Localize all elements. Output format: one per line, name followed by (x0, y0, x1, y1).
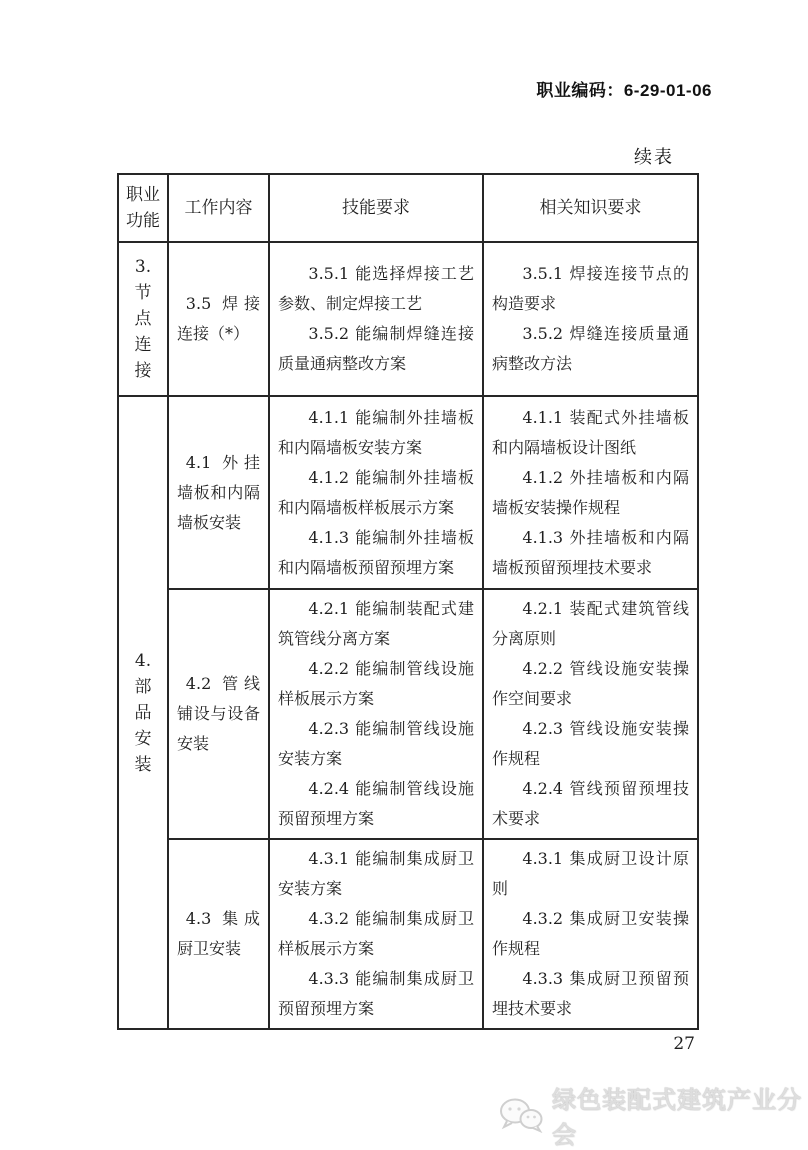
knowledge-item: 4.2.4 管线预留预埋技术要求 (492, 779, 689, 828)
skills-item: 4.2.4 能编制管线设施预留预埋方案 (278, 779, 474, 828)
skills-cell (269, 839, 483, 1029)
table-row (118, 589, 698, 839)
knowledge-item: 4.3.3 集成厨卫预留预埋技术要求 (492, 969, 689, 1018)
skills-item: 4.1.1 能编制外挂墙板和内隔墙板安装方案 (278, 407, 474, 457)
skills-item: 4.2.1 能编制装配式建筑管线分离方案 (278, 599, 474, 648)
work-content-cell (168, 839, 269, 1029)
occupational-standard-table (117, 173, 699, 1030)
col-header-function: 职业功能 (118, 174, 168, 242)
knowledge-cell (483, 242, 698, 396)
table-body (118, 242, 698, 1029)
work-content-cell (168, 242, 269, 396)
function-name: 部品安装 (134, 676, 152, 775)
work-content-text: 4.3 集成厨卫安装 (177, 909, 260, 958)
skills-item: 4.1.3 能编制外挂墙板和内隔墙板预留预埋方案 (278, 527, 474, 577)
occupation-code: 职业编码：6-29-01-06 (536, 81, 712, 100)
knowledge-item: 4.3.1 集成厨卫设计原则 (492, 849, 689, 898)
continued-table-label: 续表 (634, 147, 674, 168)
knowledge-cell (483, 839, 698, 1029)
skills-item: 3.5.1 能选择焊接工艺参数、制定焊接工艺 (278, 264, 474, 313)
skills-cell (269, 242, 483, 396)
function-cell (118, 242, 168, 396)
skills-item: 3.5.2 能编制焊缝连接质量通病整改方案 (278, 324, 474, 373)
skills-item: 4.1.2 能编制外挂墙板和内隔墙板样板展示方案 (278, 467, 474, 517)
table-header-row (118, 174, 698, 242)
skills-item: 4.2.2 能编制管线设施样板展示方案 (278, 659, 474, 708)
knowledge-item: 4.2.1 装配式建筑管线分离原则 (492, 599, 689, 648)
work-content-cell (168, 589, 269, 839)
skills-cell (269, 396, 483, 589)
knowledge-item: 4.2.3 管线设施安装操作规程 (492, 719, 689, 768)
skills-item: 4.3.1 能编制集成厨卫安装方案 (278, 849, 474, 898)
function-number: 3. (134, 257, 152, 277)
knowledge-item: 4.2.2 管线设施安装操作空间要求 (492, 659, 689, 708)
function-cell (118, 396, 168, 1029)
knowledge-cell (483, 396, 698, 589)
skills-cell (269, 589, 483, 839)
knowledge-item: 4.3.2 集成厨卫安装操作规程 (492, 909, 689, 958)
table-row (118, 242, 698, 396)
table-row (118, 839, 698, 1029)
table-row (118, 396, 698, 589)
skills-item: 4.3.2 能编制集成厨卫样板展示方案 (278, 909, 474, 958)
skills-item: 4.2.3 能编制管线设施安装方案 (278, 719, 474, 768)
col-header-skill-requirements: 技能要求 (269, 174, 483, 242)
col-header-work-content: 工作内容 (168, 174, 269, 242)
work-content-text: 4.1 外挂墙板和内隔墙板安装 (177, 452, 260, 532)
page-number: 27 (673, 1034, 695, 1054)
work-content-text: 3.5 焊接连接（*） (177, 294, 260, 343)
col-header-knowledge-requirements: 相关知识要求 (483, 174, 698, 242)
knowledge-item: 4.1.1 装配式外挂墙板和内隔墙板设计图纸 (492, 407, 689, 457)
wechat-icon (498, 1097, 544, 1133)
table-header (118, 174, 698, 242)
watermark-text: 绿色装配式建筑产业分会 (552, 1087, 802, 1149)
work-content-cell (168, 396, 269, 589)
knowledge-item: 4.1.2 外挂墙板和内隔墙板安装操作规程 (492, 467, 689, 517)
knowledge-item: 4.1.3 外挂墙板和内隔墙板预留预埋技术要求 (492, 527, 689, 577)
work-content-text: 4.2 管线铺设与设备安装 (177, 674, 260, 753)
knowledge-cell (483, 589, 698, 839)
knowledge-item: 3.5.1 焊接连接节点的构造要求 (492, 264, 689, 313)
knowledge-item: 3.5.2 焊缝连接质量通病整改方法 (492, 324, 689, 373)
function-number: 4. (134, 650, 152, 671)
skills-item: 4.3.3 能编制集成厨卫预留预埋方案 (278, 969, 474, 1018)
watermark (498, 1080, 808, 1150)
function-name: 节点连接 (134, 283, 152, 381)
